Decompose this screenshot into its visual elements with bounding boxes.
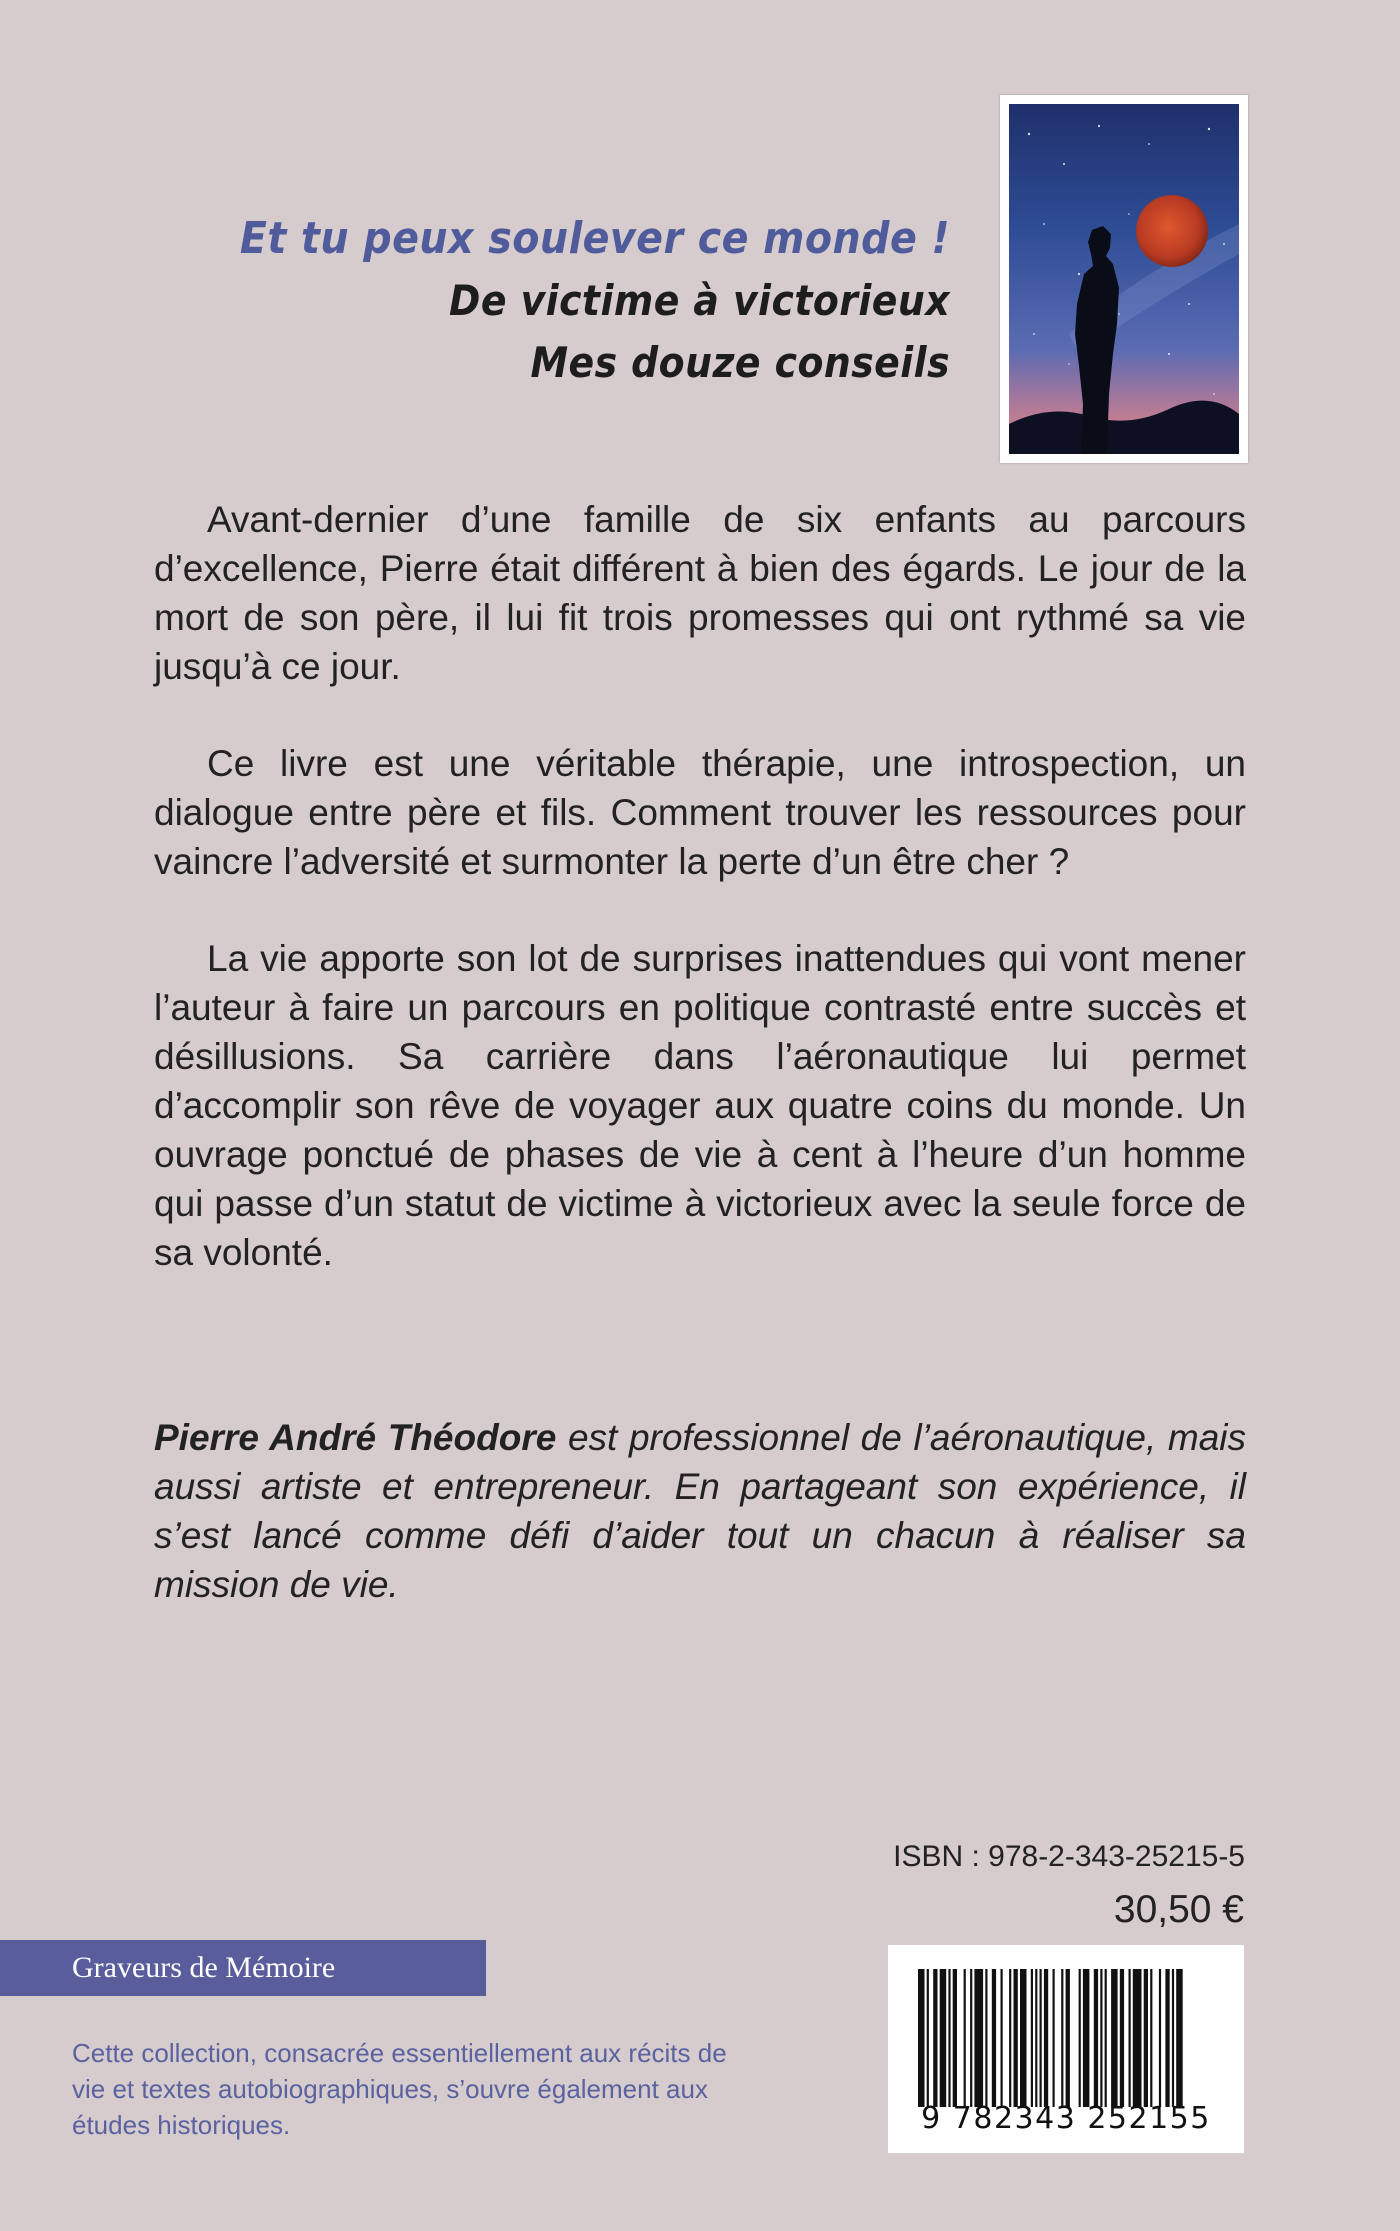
barcode-bar bbox=[1159, 1969, 1161, 2107]
barcode-bar bbox=[933, 1969, 937, 2107]
barcode-icon bbox=[914, 1969, 1222, 2107]
barcode-bar bbox=[1031, 1969, 1033, 2107]
barcode-bar bbox=[964, 1969, 966, 2107]
barcode-bar bbox=[1040, 1969, 1042, 2107]
collection-name: Graveurs de Mémoire bbox=[72, 1951, 336, 1984]
blurb-paragraph-3 bbox=[154, 934, 1246, 1277]
barcode-bar bbox=[1044, 1969, 1048, 2107]
barcode-digits: 9 782343 252155 bbox=[921, 2101, 1211, 2136]
barcode-bar bbox=[1020, 1969, 1027, 2107]
author-name: Pierre André Théodore bbox=[154, 1417, 557, 1458]
barcode-bar bbox=[974, 1969, 983, 2107]
blurb-text-1: Avant-dernier d’une famille de six enfants au parcours d’excellence, Pierre était différent à bien des égards. Le jour de la mort de son père, il lui fit trois promesses qui ont rythmé sa vie jusqu’à ce jour. bbox=[154, 499, 1246, 687]
book-titles bbox=[161, 208, 950, 394]
barcode-bar bbox=[1079, 1969, 1081, 2107]
barcode-bar bbox=[1129, 1969, 1131, 2107]
collection-band bbox=[0, 1940, 486, 1996]
book-subtitle-1: De victime à victorieux bbox=[449, 276, 950, 325]
barcode-bar bbox=[918, 1969, 925, 2107]
author-bio-text: est professionnel de l’aéronautique, mais aussi artiste et entrepreneur. En partageant son expérience, il s’est lancé comme défi d’aider tout un chacun à réaliser sa mission de vie. bbox=[154, 1417, 1246, 1605]
book-subtitle-2: Mes douze conseils bbox=[530, 338, 950, 387]
barcode-bar bbox=[1133, 1969, 1142, 2107]
barcode-bar bbox=[1165, 1969, 1169, 2107]
barcode-bar bbox=[970, 1969, 972, 2107]
barcode bbox=[888, 1945, 1244, 2153]
barcode-bar bbox=[1001, 1969, 1003, 2107]
barcode-bar bbox=[1094, 1969, 1098, 2107]
collection-description: Cette collection, consacrée essentiellement aux récits de vie et textes autobiographiques, s’ouvre également aux études historiques. bbox=[72, 2038, 727, 2140]
barcode-bar bbox=[1100, 1969, 1102, 2107]
blurb-paragraph-1 bbox=[154, 495, 1246, 691]
barcode-bar bbox=[948, 1969, 950, 2107]
barcode-bar bbox=[992, 1969, 996, 2107]
night-sky-moon-icon bbox=[1009, 104, 1239, 454]
book-title: Et tu peux soulever ce monde ! bbox=[239, 213, 950, 264]
barcode-bar bbox=[940, 1969, 947, 2107]
barcode-bar bbox=[1150, 1969, 1152, 2107]
price-label: 30,50 € bbox=[1113, 1888, 1244, 1931]
barcode-bar bbox=[1083, 1969, 1090, 2107]
barcode-bar bbox=[953, 1969, 957, 2107]
barcode-bar bbox=[1111, 1969, 1118, 2107]
barcode-bar bbox=[927, 1969, 929, 2107]
author-bio bbox=[154, 1413, 1246, 1609]
barcode-bar bbox=[985, 1969, 987, 2107]
barcode-bar bbox=[1053, 1969, 1055, 2107]
barcode-bar bbox=[1144, 1969, 1148, 2107]
barcode-bar bbox=[1014, 1969, 1018, 2107]
blurb-text-3: La vie apporte son lot de surprises inattendues qui vont mener l’auteur à faire un parcours en politique contrasté entre succès et désillusions. Sa carrière dans l’aéronautique lui permet d’accomplir son rêve de voyager aux quatre coins du monde. Un ouvrage ponctué de phases de vie à cent à l’heure d’un homme qui passe d’un statut de victime à victorieux avec la seule force de sa volonté. bbox=[154, 938, 1246, 1273]
isbn-label: ISBN : 978-2-343-25215-5 bbox=[893, 1840, 1245, 1873]
barcode-bar bbox=[1176, 1969, 1183, 2107]
barcode-bar bbox=[1061, 1969, 1063, 2107]
blurb-text-2: Ce livre est une véritable thérapie, une introspection, un dialogue entre père et fils. Comment trouver les ressources pour vaincre l’adversité et surmonter la perte d’un être cher ? bbox=[154, 743, 1246, 882]
barcode-bar bbox=[1035, 1969, 1037, 2107]
barcode-bar bbox=[1172, 1969, 1174, 2107]
cover-illustration bbox=[1000, 95, 1248, 463]
barcode-bar bbox=[1105, 1969, 1107, 2107]
barcode-bar bbox=[1066, 1969, 1070, 2107]
blurb-paragraph-2 bbox=[154, 739, 1246, 886]
barcode-bar bbox=[1009, 1969, 1011, 2107]
barcode-bar bbox=[1120, 1969, 1124, 2107]
